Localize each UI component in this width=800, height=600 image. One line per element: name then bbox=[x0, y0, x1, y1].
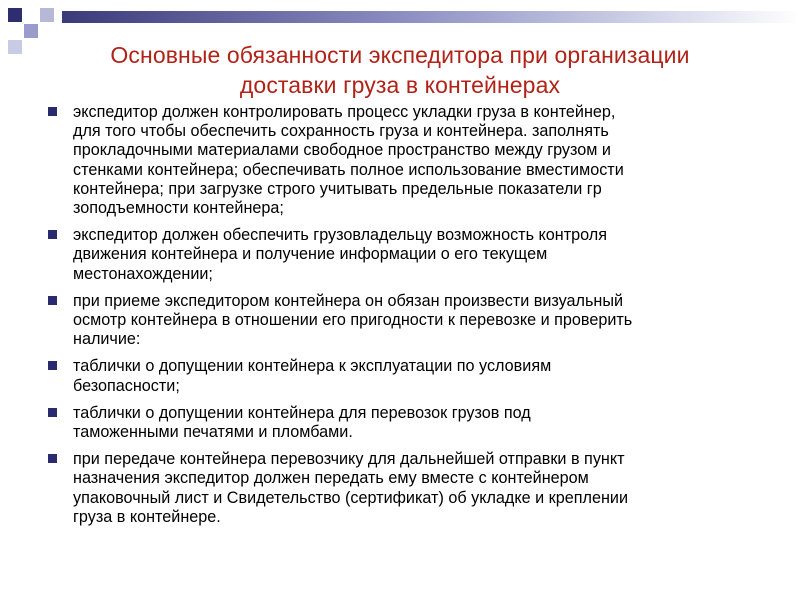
bullet-line: контейнера; при загрузке строго учитывать предельные показатели гр bbox=[73, 179, 602, 198]
slide-title-line: доставки груза в контейнерах bbox=[239, 72, 561, 98]
deco-square bbox=[24, 8, 38, 22]
bullet-text bbox=[73, 226, 778, 284]
bullet-text bbox=[73, 450, 778, 527]
square-bullet-icon bbox=[48, 361, 57, 370]
bullet-item bbox=[48, 103, 778, 218]
bullet-item bbox=[48, 292, 778, 350]
bullet-line: осмотр контейнера в отношении его пригодности к перевозке и проверить bbox=[73, 311, 633, 330]
deco-square bbox=[40, 24, 54, 38]
slide-title bbox=[20, 40, 780, 100]
bullet-line: таблички о допущении контейнера для перевозок грузов под bbox=[73, 403, 531, 422]
deco-square bbox=[40, 8, 54, 22]
bullet-line: при приеме экспедитором контейнера он обязан произвести визуальный bbox=[73, 291, 624, 310]
deco-square bbox=[8, 8, 22, 22]
bullet-line: груза в контейнере. bbox=[73, 507, 221, 526]
deco-square bbox=[8, 24, 22, 38]
bullet-line: зоподъемности контейнера; bbox=[73, 199, 284, 218]
bullet-line: безопасности; bbox=[73, 376, 180, 395]
bullet-item bbox=[48, 226, 778, 284]
square-bullet-icon bbox=[48, 107, 57, 116]
square-bullet-icon bbox=[48, 408, 57, 417]
square-bullet-icon bbox=[48, 454, 57, 463]
slide-title-line: Основные обязанности экспедитора при организации bbox=[110, 42, 690, 68]
bullet-line: назначения экспедитор должен передать ему вместе с контейнером bbox=[73, 469, 589, 488]
bullet-item bbox=[48, 404, 778, 442]
bullet-text bbox=[73, 103, 778, 218]
bullet-text bbox=[73, 292, 778, 350]
bullet-line: таможенными печатями и пломбами. bbox=[73, 423, 353, 442]
bullet-line: таблички о допущении контейнера к эксплуатации по условиям bbox=[73, 357, 552, 376]
square-bullet-icon bbox=[48, 230, 57, 239]
bullet-line: стенками контейнера; обеспечивать полное использование вместимости bbox=[73, 160, 624, 179]
bullet-line: экспедитор должен контролировать процесс укладки груза в контейнер, bbox=[73, 103, 616, 121]
bullet-line: движения контейнера и получение информации о его текущем bbox=[73, 245, 548, 264]
bullet-line: упаковочный лист и Свидетельство (сертификат) об укладке и креплении bbox=[73, 488, 629, 507]
bullet-line: местонахождении; bbox=[73, 264, 213, 283]
bullet-text bbox=[73, 404, 778, 442]
bullet-item bbox=[48, 357, 778, 395]
bullet-item bbox=[48, 450, 778, 527]
bullet-line: экспедитор должен обеспечить грузовладельцу возможность контроля bbox=[73, 226, 607, 245]
header-gradient-band bbox=[62, 11, 800, 23]
deco-square bbox=[24, 24, 38, 38]
bullet-line: для того чтобы обеспечить сохранность груза и контейнера. заполнять bbox=[73, 122, 609, 141]
bullet-text bbox=[73, 357, 778, 395]
bullet-line: наличие: bbox=[73, 330, 141, 349]
bullet-line: при передаче контейнера перевозчику для дальнейшей отправки в пункт bbox=[73, 450, 625, 469]
bullet-line: прокладочными материалами свободное пространство между грузом и bbox=[73, 141, 611, 160]
bullet-list bbox=[48, 103, 778, 535]
square-bullet-icon bbox=[48, 296, 57, 305]
